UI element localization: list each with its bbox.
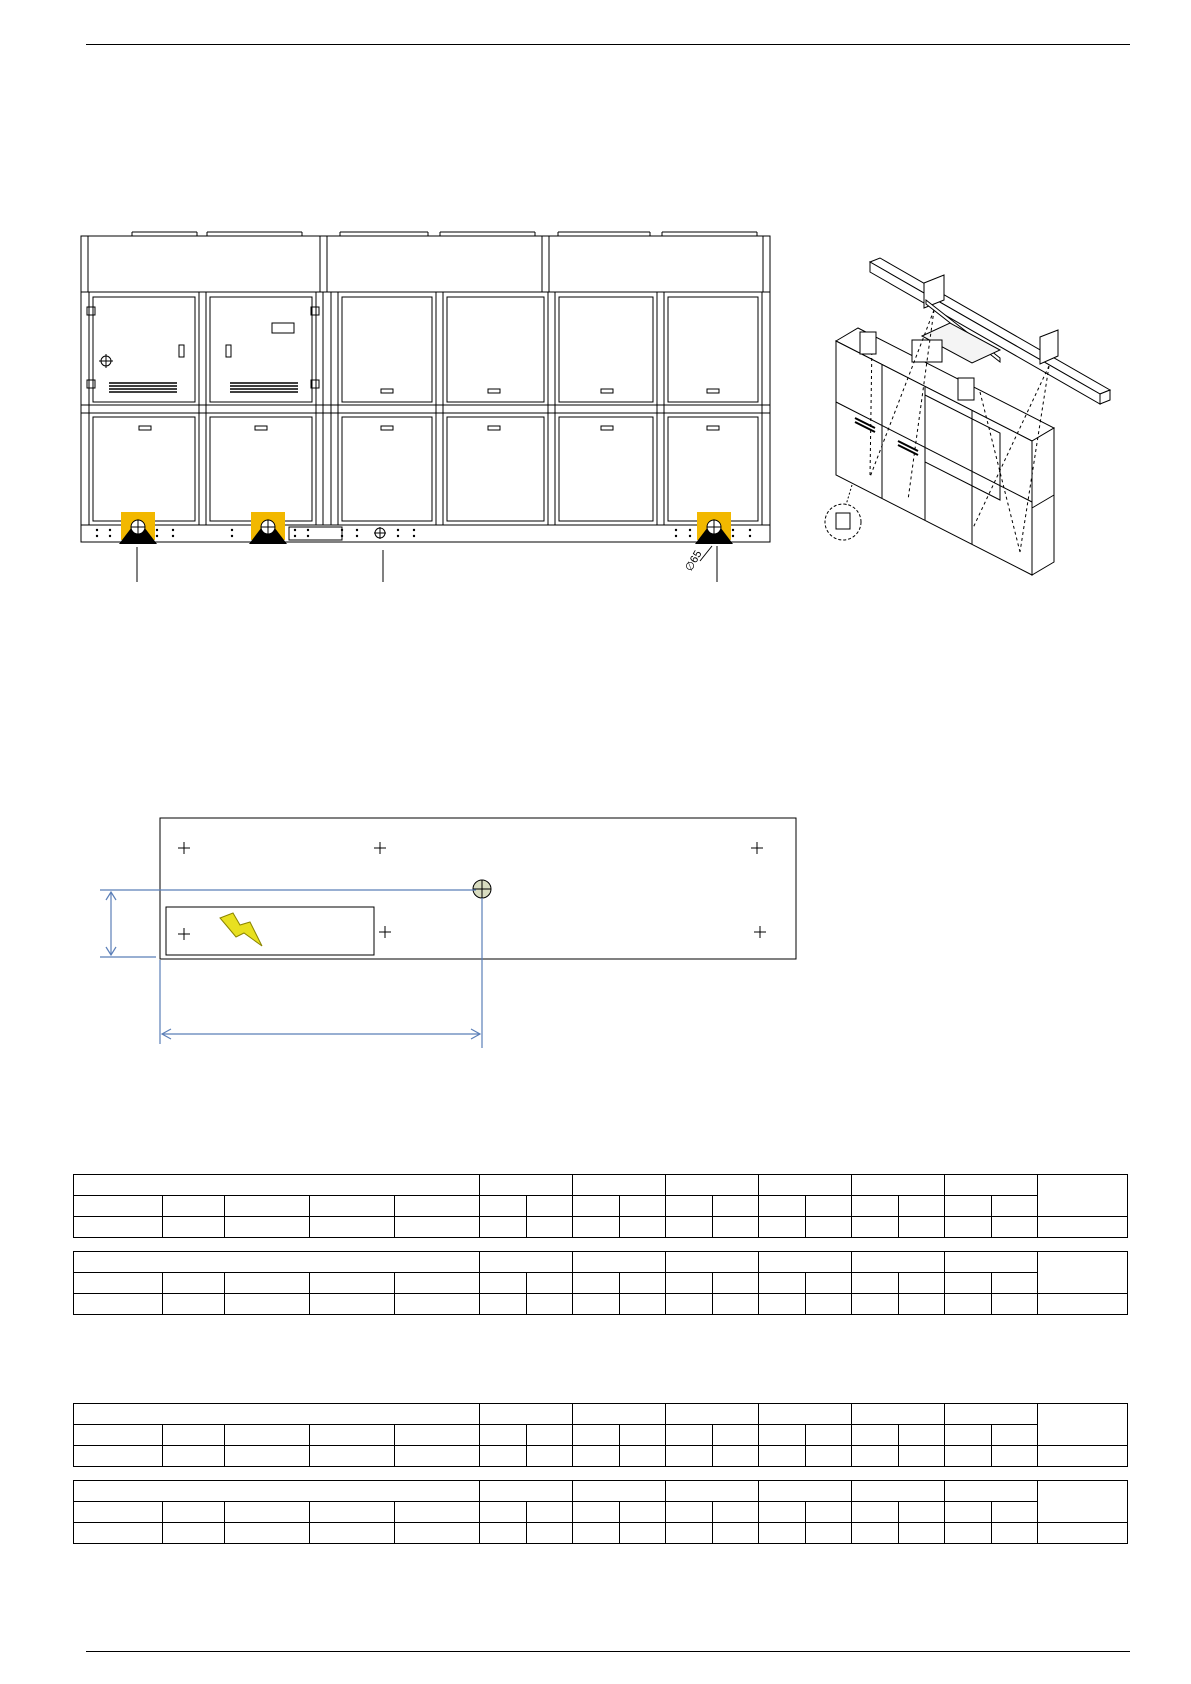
footer-rule xyxy=(86,1651,1130,1652)
footprint-diagram xyxy=(90,810,810,1060)
table-row xyxy=(74,1294,1128,1315)
dimension-lines xyxy=(100,890,482,1048)
fixing-points xyxy=(178,842,766,940)
table-row xyxy=(74,1446,1128,1467)
table-row xyxy=(74,1252,1128,1273)
hole-diameter-label: ∅65 xyxy=(683,548,705,574)
unit-isometric-body xyxy=(836,323,1054,575)
centre-of-gravity-icon xyxy=(473,880,491,898)
header-rule xyxy=(86,44,1130,45)
table-row xyxy=(74,1217,1128,1238)
hook-2 xyxy=(958,378,974,400)
electrical-panel-area xyxy=(166,907,374,955)
table-row xyxy=(74,1425,1128,1446)
spec-table-1 xyxy=(73,1174,1128,1238)
table-row xyxy=(74,1404,1128,1425)
table-row xyxy=(74,1523,1128,1544)
spec-table-3 xyxy=(73,1403,1128,1467)
hook-1 xyxy=(860,332,876,354)
unit-front-elevation xyxy=(70,222,790,582)
lifting-isometric-view xyxy=(810,250,1120,580)
spec-table-4 xyxy=(73,1480,1128,1544)
table-row xyxy=(74,1273,1128,1294)
table-row xyxy=(74,1175,1128,1196)
cabinet-body xyxy=(81,292,770,542)
spec-table-2 xyxy=(73,1251,1128,1315)
table-row xyxy=(74,1196,1128,1217)
lightning-icon xyxy=(220,913,262,946)
fan-housing xyxy=(81,232,770,292)
lifting-point-3 xyxy=(695,512,733,544)
lifting-point-2 xyxy=(249,512,287,544)
table-row xyxy=(74,1481,1128,1502)
table-row xyxy=(74,1502,1128,1523)
lifting-point-1 xyxy=(119,512,157,544)
